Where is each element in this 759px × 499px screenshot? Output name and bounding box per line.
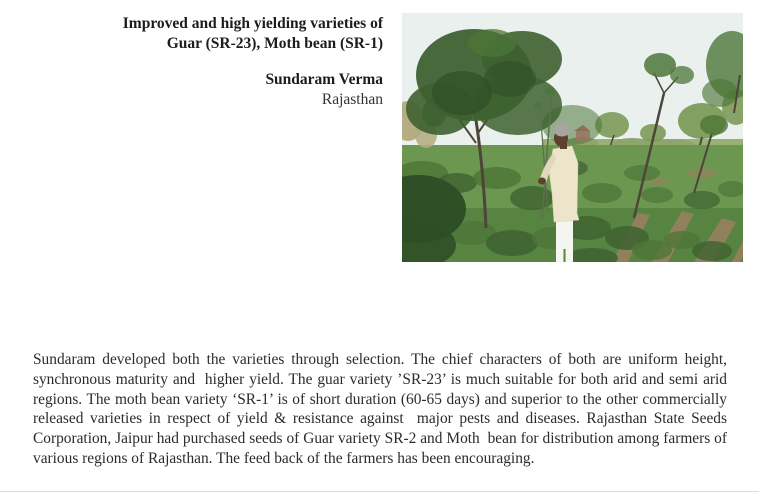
author-name: Sundaram Verma: [265, 71, 383, 88]
body-paragraph: Sundaram developed both the varieties through selection. The chief characters of both are uniform height, synchronous maturity and higher yield. The guar variety ’SR-23’ is much suitable for both arid and semi arid regions. The moth bean variety ‘SR-1’ is of short duration (60-65 days) and superior to the other commercially released varieties in respect of yield & resistance against major pests and diseases. Rajasthan State Seeds Corporation, Jaipur had purchased seeds of Guar variety SR-2 and Moth bean for distribution among farmers of various regions of Rajasthan. The feed back of the farmers has been encouraging.: [33, 351, 727, 467]
field-photo: [402, 13, 743, 262]
article-header: [60, 14, 383, 110]
byline: [60, 70, 383, 110]
field-photo-illustration: [402, 13, 743, 262]
article-title: [60, 14, 383, 54]
bottom-divider: [0, 491, 759, 492]
author-location: Rajasthan: [321, 91, 383, 108]
title-line-1: Improved and high yielding varieties of: [122, 15, 383, 32]
title-line-2: Guar (SR-23), Moth bean (SR-1): [166, 35, 383, 52]
